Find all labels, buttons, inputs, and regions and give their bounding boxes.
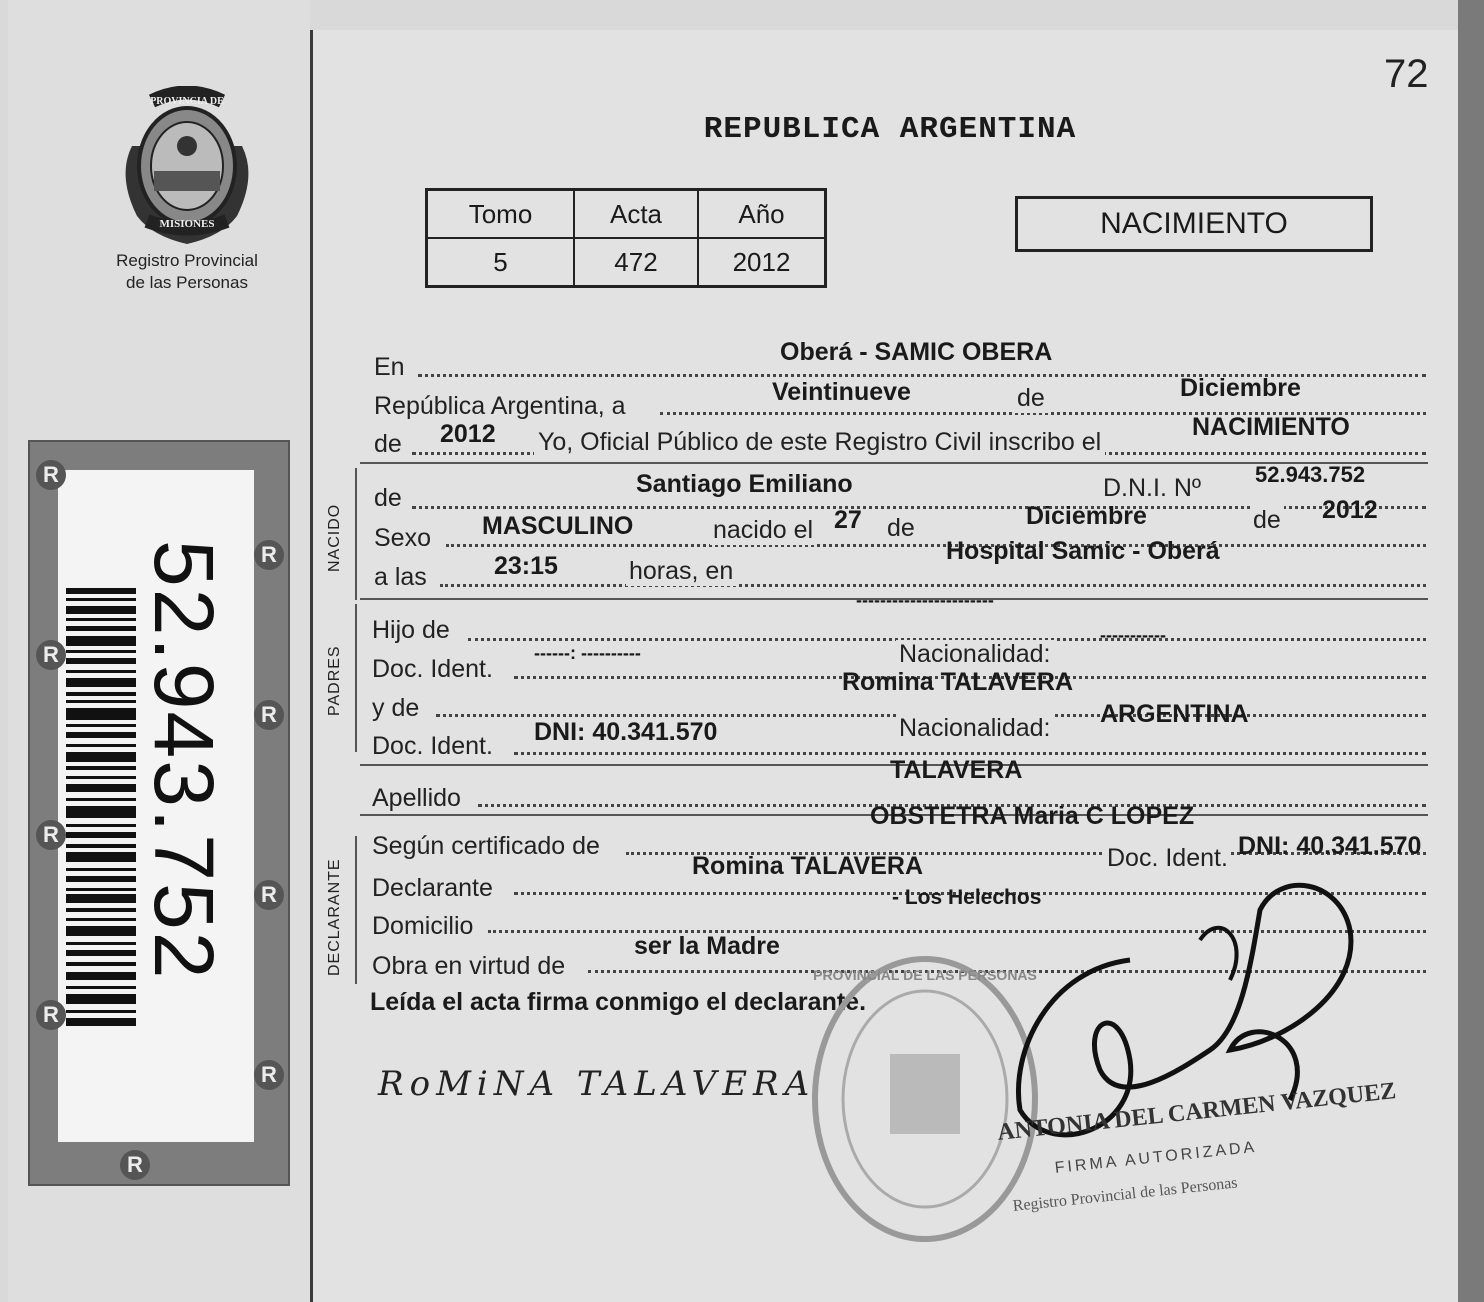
declarante-label: Declarante [372,874,493,902]
official-stamp-role: FIRMA AUTORIZADA [1054,1138,1258,1177]
en-label: En [374,353,405,381]
birth-de2-label: de [1250,506,1284,535]
father-nat-label: Nacionalidad: [896,640,1054,669]
sex-value: MASCULINO [482,512,634,540]
registry-name [92,250,282,294]
official-stamp-office: Registro Provincial de las Personas [1012,1174,1239,1215]
domicilio-label: Domicilio [372,912,474,940]
province-coat-of-arms [112,86,262,246]
cert-label: Según certificado de [372,832,600,860]
r-mark: R [254,1060,284,1090]
register-val-acta: 472 [574,238,698,287]
page-edge [1458,0,1484,1302]
register-col-acta: Acta [574,190,698,239]
page-number: 72 [1384,52,1429,96]
dotted-line [446,544,1426,547]
oficial-text: Yo, Oficial Público de este Registro Civil inscribo el [534,428,1105,457]
certificate-value: OBSTETRA Maria C LOPEZ [870,802,1195,830]
section-label-declarante: DECLARANTE [326,858,343,976]
barcode-number: 52.943.752 [137,540,231,981]
mother-doc-label: Doc. Ident. [372,732,493,760]
day-words-value: Veintinueve [772,378,911,406]
father-nat-value: ----------- [1100,625,1166,645]
official-stamp-name: ANTONIA DEL CARMEN VAZQUEZ [996,1078,1398,1146]
r-mark: R [36,460,66,490]
section-bar [355,468,357,600]
round-stamp-text: PROVINCIAL DE LAS PERSONAS [813,967,1037,983]
horas-label: horas, en [626,557,736,586]
alas-label: a las [374,563,427,591]
register-col-anio: Año [698,190,826,239]
relation-value: ser la Madre [634,932,780,960]
declarant-doc-value: DNI: 40.341.570 [1238,832,1422,860]
r-mark: R [254,540,284,570]
register-val-tomo: 5 [427,238,575,287]
dotted-line [514,752,1426,755]
surname-value: TALAVERA [890,756,1023,784]
mother-name-value: Romina TALAVERA [842,668,1074,696]
hijo-label: Hijo de [372,616,450,644]
apellido-label: Apellido [372,784,461,812]
barcode [66,588,136,1028]
de-label: de [1014,384,1048,413]
address-value: - Los Helechos [892,886,1042,909]
dni-label: D.N.I. Nº [1100,474,1204,503]
act-kind-value: NACIMIENTO [1192,413,1350,441]
mother-nat-value: ARGENTINA [1100,700,1249,728]
mother-nat-label: Nacionalidad: [896,714,1054,743]
register-table [425,188,827,288]
declarant-name-value: Romina TALAVERA [692,852,924,880]
child-dni-value: 52.943.752 [1255,462,1366,487]
section-bar [355,604,357,752]
nacido-de-label: de [374,484,402,512]
country-title: REPUBLICA ARGENTINA [703,112,1077,147]
declarant-signature: RoMiNA TALAVERA [378,1064,816,1104]
child-name-value: Santiago Emiliano [636,470,853,498]
seal-top-text: PROVINCIA DE [150,96,224,107]
nacido-el-label: nacido el [710,516,816,545]
month-value: Diciembre [1180,374,1301,402]
record-type-box: NACIMIENTO [1015,196,1373,252]
seal-bottom-text: MISIONES [159,218,215,230]
de2-label: de [374,430,402,458]
father-doc-value: ------: ---------- [534,643,641,663]
mother-doc-value: DNI: 40.341.570 [534,718,718,746]
register-val-anio: 2012 [698,238,826,287]
year-value: 2012 [440,420,496,448]
republica-label: República Argentina, a [374,392,626,420]
r-mark: R [36,1000,66,1030]
registry-name-line1: Registro Provincial [116,251,258,270]
place-value: Oberá - SAMIC OBERA [780,338,1053,366]
r-mark: R [254,880,284,910]
obra-label: Obra en virtud de [372,952,566,980]
birth-month-value: Diciembre [1026,502,1147,530]
r-mark: R [120,1150,150,1180]
r-mark: R [36,640,66,670]
sexo-label: Sexo [374,524,431,552]
r-mark: R [36,820,66,850]
birth-year-value: 2012 [1322,496,1378,524]
closing-text: Leída el acta firma conmigo el declarante. [370,988,867,1016]
registry-name-line2: de las Personas [126,273,248,292]
section-label-nacido: NACIDO [326,503,343,572]
section-label-padres: PADRES [326,645,343,716]
dotted-line [440,584,1426,587]
birth-day-value: 27 [834,506,862,534]
father-name-value: ----------------------- [856,590,994,610]
yde-label: y de [372,694,420,722]
birth-de-label: de [884,514,918,543]
birth-place-value: Hospital Samic - Oberá [946,537,1220,565]
father-doc-label: Doc. Ident. [372,655,493,683]
declarant-doc-label: Doc. Ident. [1104,844,1231,873]
birth-time-value: 23:15 [494,552,558,580]
section-bar [355,836,357,984]
r-mark: R [254,700,284,730]
register-col-tomo: Tomo [427,190,575,239]
